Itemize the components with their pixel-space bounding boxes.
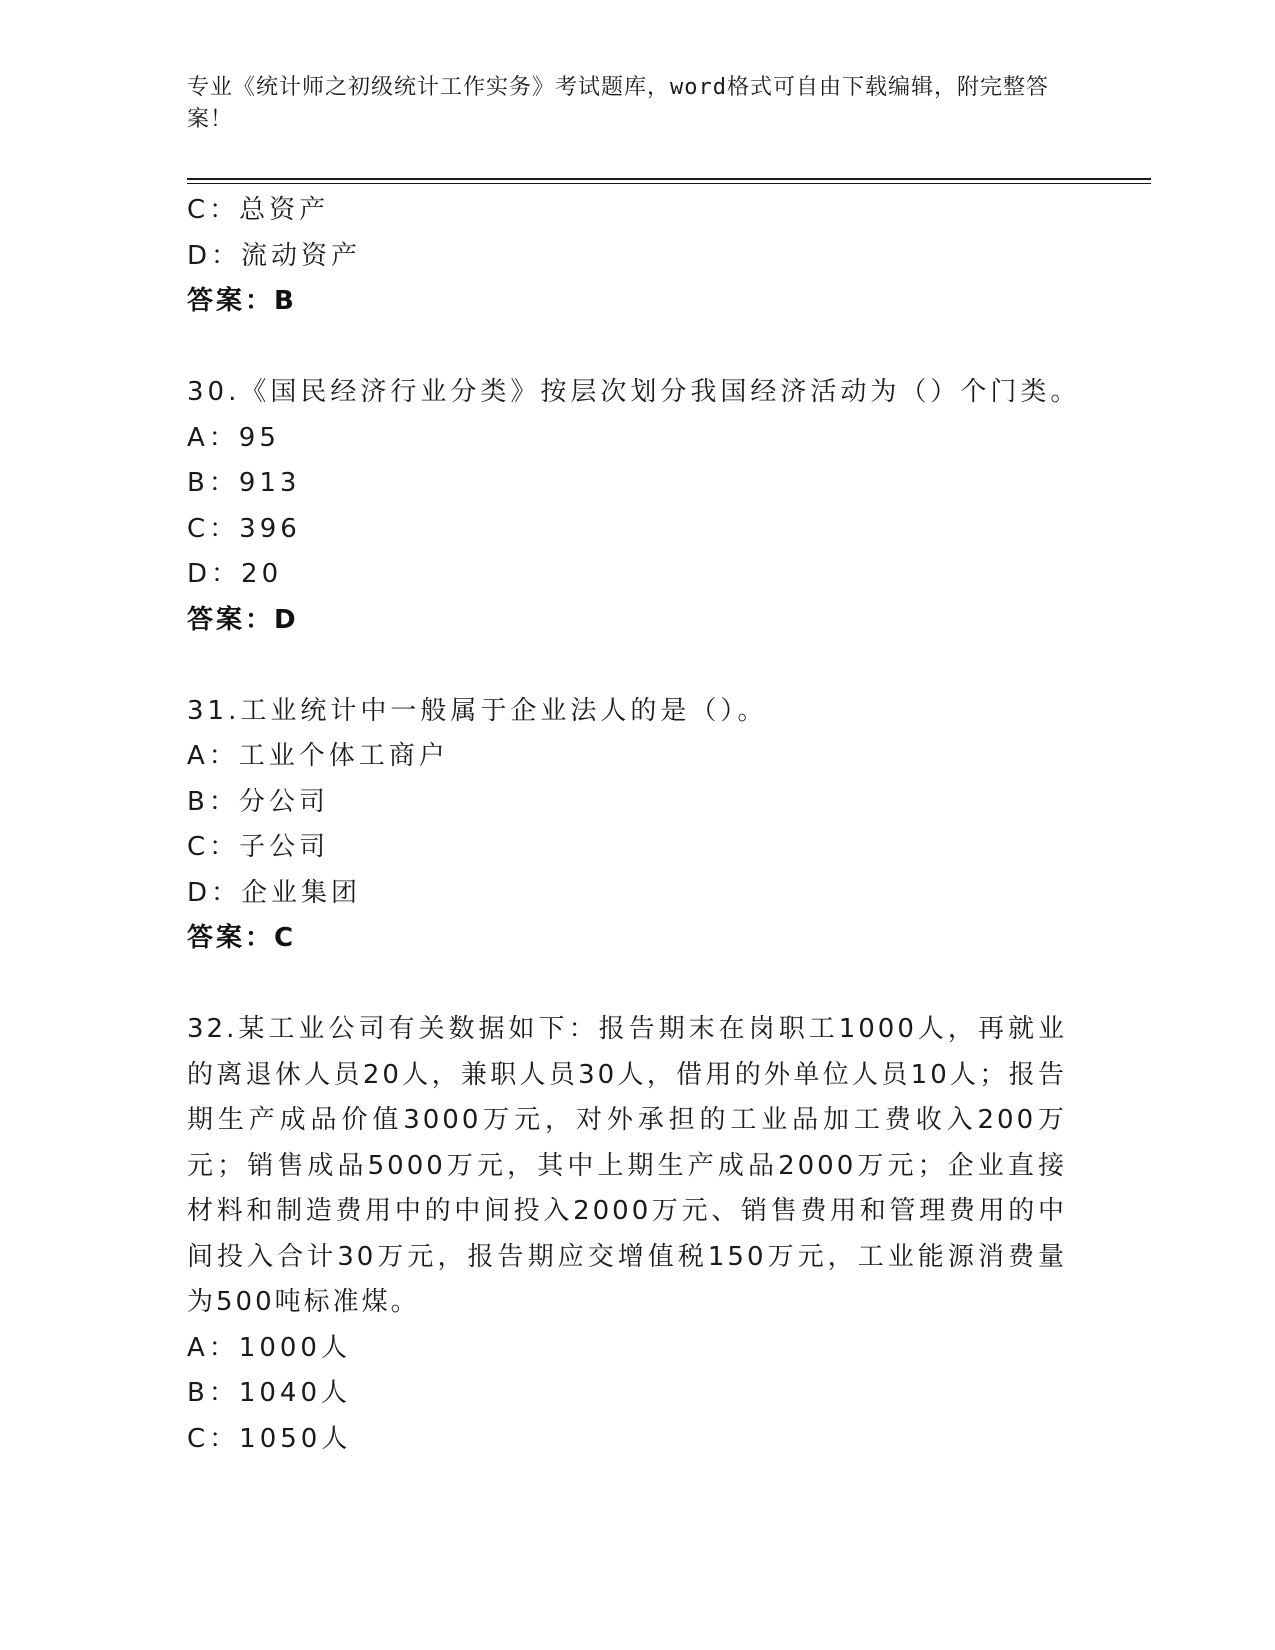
- answer-line: [187, 598, 1067, 644]
- option-b: B：913: [187, 468, 301, 498]
- answer-line: [187, 916, 1067, 962]
- spacer: [187, 325, 1067, 371]
- document-header: 专业《统计师之初级统计工作实务》考试题库，word格式可自由下载编辑，附完整答案！: [187, 75, 1049, 132]
- answer-value: B: [274, 286, 296, 316]
- answer-line: [187, 279, 1067, 325]
- spacer: [187, 643, 1067, 689]
- answer-value: D: [274, 604, 298, 635]
- header-divider: [187, 178, 1151, 180]
- answer-label: 答案：: [187, 923, 275, 953]
- option-b: B：1040人: [187, 1378, 352, 1408]
- option-d: D：流动资产: [187, 240, 362, 271]
- question-stem: 31.工业统计中一般属于企业法人的是（）。: [187, 695, 768, 726]
- option-c: C：总资产: [187, 195, 330, 225]
- question-stem: 32.某工业公司有关数据如下：报告期末在岗职工1000人，再就业的离退休人员20人，兼职人员30人，借用的外单位人员10人；报告期生产成品价值3000万元，对外承担的工业品加工费收入200万元；销售成品5000万元，其中上期生产成品2000万元；企业直接材料和制造费用中的中间投入2000万元、销售费用和管理费用的中间投入合计30万元，报告期应交增值税150万元，工业能源消费量为500吨标准煤。: [187, 1014, 1067, 1317]
- option-c: C：1050人: [187, 1423, 352, 1454]
- answer-label: 答案：: [187, 604, 275, 635]
- option-a: A：工业个体工商户: [187, 741, 449, 771]
- question-stem: 30.《国民经济行业分类》按层次划分我国经济活动为（）个门类。: [187, 377, 1081, 407]
- option-d: D：企业集团: [187, 877, 362, 908]
- option-c: C：子公司: [187, 832, 330, 862]
- option-d: D：20: [187, 559, 283, 589]
- header-divider-thin: [187, 183, 1151, 184]
- option-a: A：1000人: [187, 1332, 351, 1363]
- answer-value: C: [274, 923, 296, 953]
- spacer: [187, 962, 1067, 1008]
- option-a: A：95: [187, 422, 280, 453]
- answer-label: 答案：: [187, 286, 275, 316]
- option-b: B：分公司: [187, 786, 329, 817]
- option-c: C：396: [187, 513, 301, 544]
- question-content: [187, 188, 1081, 1462]
